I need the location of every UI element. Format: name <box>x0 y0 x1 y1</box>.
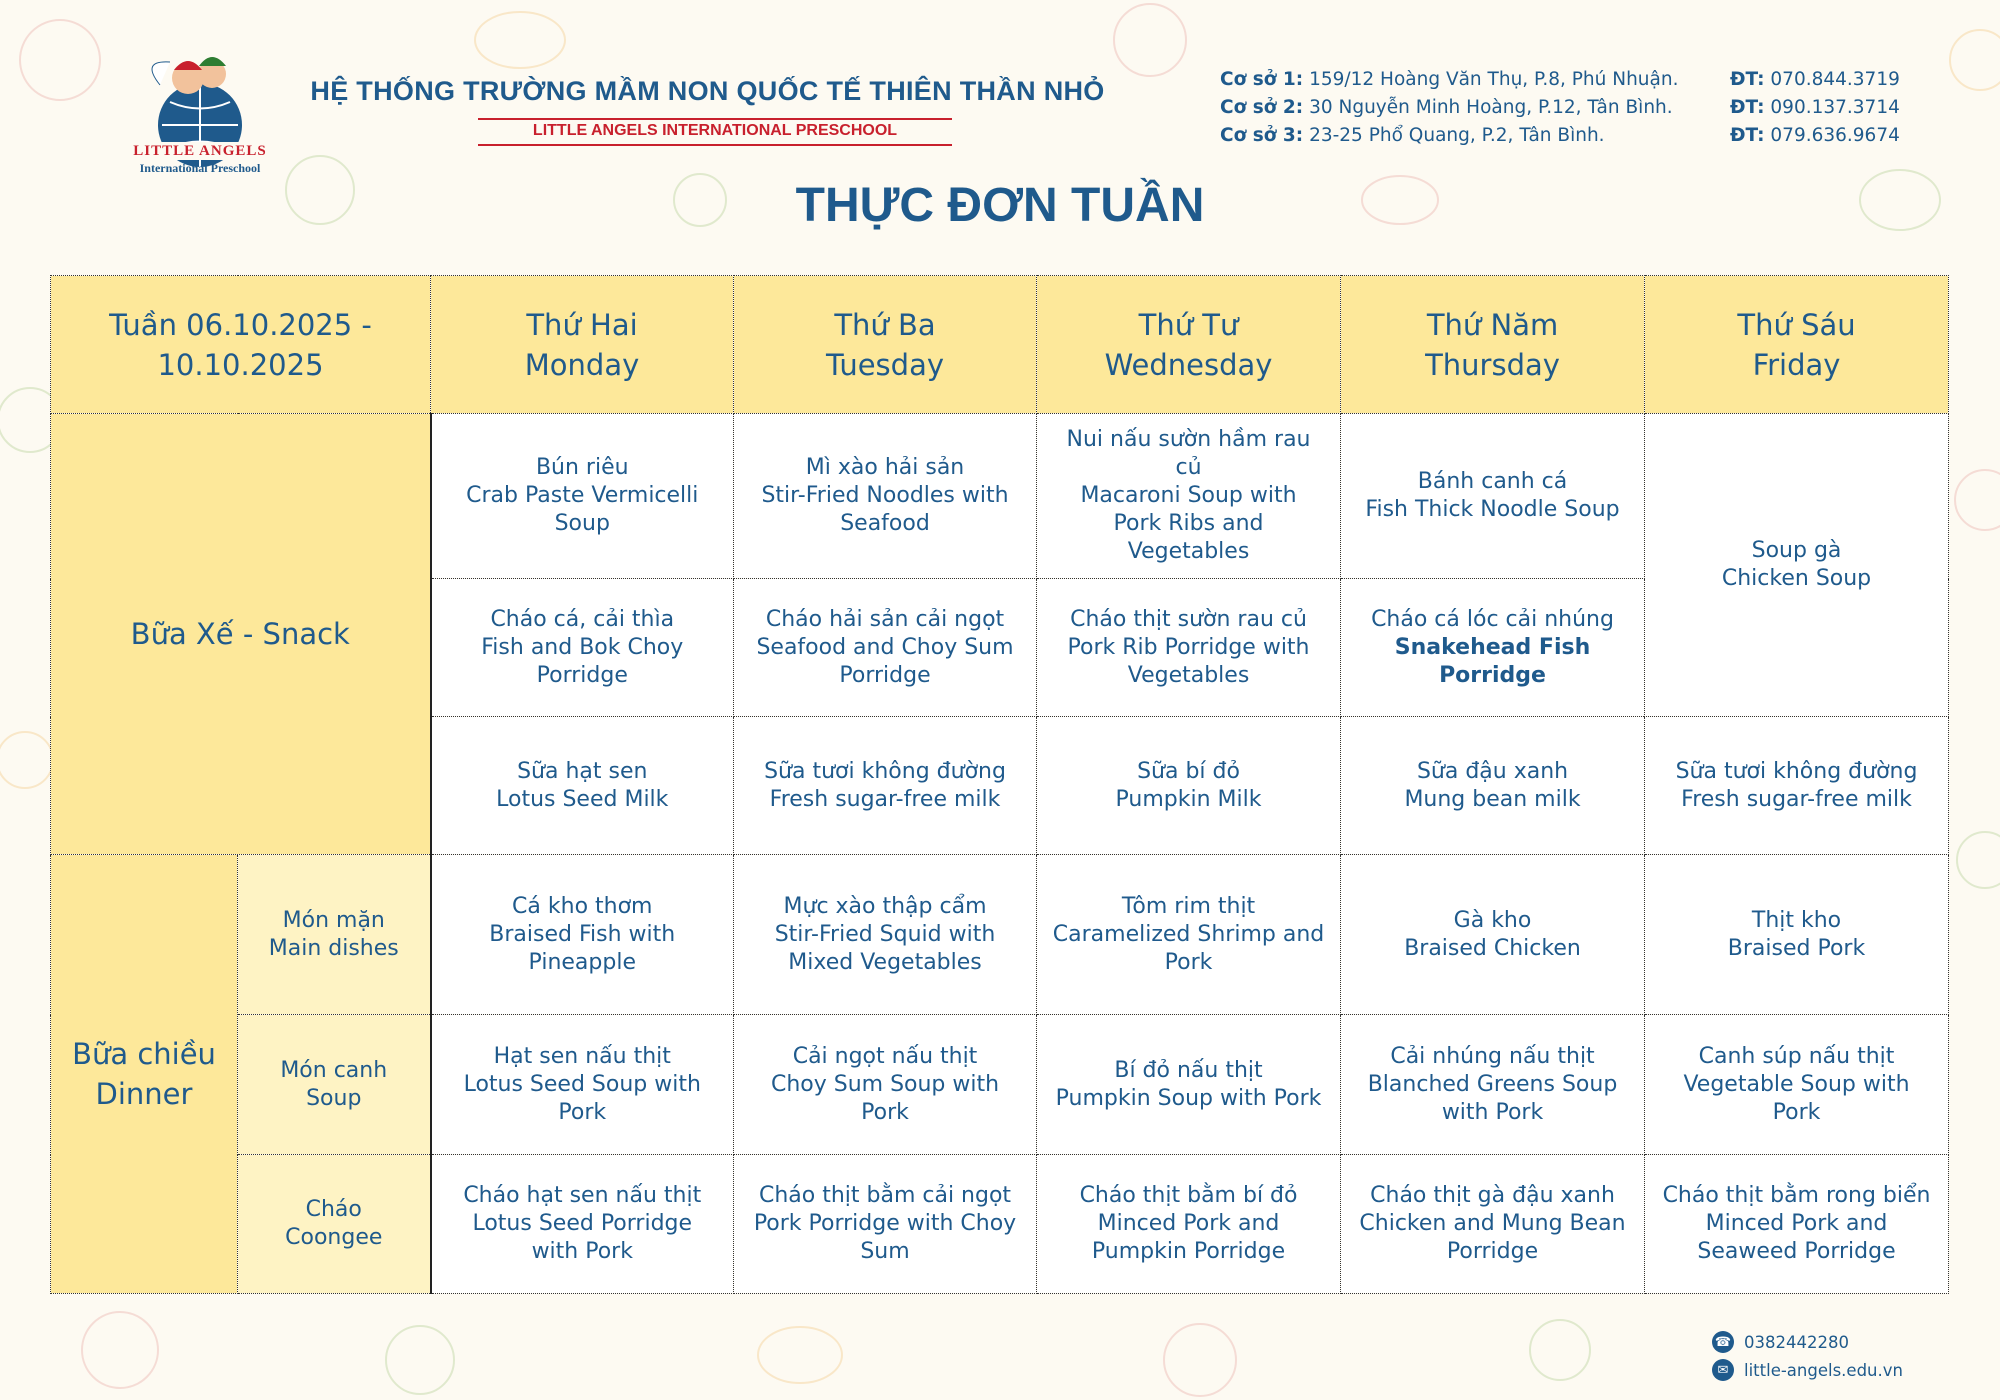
menu-cell: Cháo thịt bằm cải ngọt Pork Porridge with Choy Sum <box>734 1155 1037 1294</box>
divider <box>478 118 952 120</box>
day-header-tuesday: Thứ Ba Tuesday <box>734 276 1037 414</box>
dinner-label: Bữa chiều Dinner <box>51 855 238 1294</box>
divider <box>478 144 952 146</box>
school-subtitle: LITTLE ANGELS INTERNATIONAL PRESCHOOL <box>532 122 898 139</box>
menu-cell: Cháo cá, cải thìa Fish and Bok Choy Porridge <box>431 579 734 717</box>
menu-cell: Canh súp nấu thịt Vegetable Soup with Pork <box>1645 1015 1949 1155</box>
sub-label-congee: Cháo Coongee <box>238 1155 431 1294</box>
menu-cell: Sữa tươi không đường Fresh sugar-free milk <box>1645 717 1949 855</box>
menu-cell: Cháo thịt gà đậu xanh Chicken and Mung Bean Porridge <box>1341 1155 1645 1294</box>
menu-cell: Bánh canh cá Fish Thick Noodle Soup <box>1341 414 1645 579</box>
menu-cell: Cháo hải sản cải ngọt Seafood and Choy Sum Porridge <box>734 579 1037 717</box>
day-header-friday: Thứ Sáu Friday <box>1645 276 1949 414</box>
menu-cell: Sữa tươi không đường Fresh sugar-free milk <box>734 717 1037 855</box>
menu-cell: Hạt sen nấu thịt Lotus Seed Soup with Pork <box>431 1015 734 1155</box>
svg-text:International Preschool: International Preschool <box>139 161 261 175</box>
contact-info <box>1712 1328 1903 1384</box>
svg-text:LITTLE ANGELS: LITTLE ANGELS <box>133 143 267 159</box>
menu-cell: Cải ngọt nấu thịt Choy Sum Soup with Pork <box>734 1015 1037 1155</box>
website-link[interactable]: little-angels.edu.vn <box>1744 1360 1903 1380</box>
weekly-menu-table <box>50 275 1949 1294</box>
menu-cell: Soup gà Chicken Soup <box>1645 414 1949 717</box>
menu-cell: Cải nhúng nấu thịt Blanched Greens Soup with Pork <box>1341 1015 1645 1155</box>
campus-list <box>1220 66 1900 150</box>
day-header-thursday: Thứ Năm Thursday <box>1341 276 1645 414</box>
day-header-wednesday: Thứ Tư Wednesday <box>1037 276 1341 414</box>
menu-cell: Nui nấu sườn hầm rau củ Macaroni Soup with Pork Ribs and Vegetables <box>1037 414 1341 579</box>
menu-cell: Cháo thịt bằm bí đỏ Minced Pork and Pumpkin Porridge <box>1037 1155 1341 1294</box>
week-range: Tuần 06.10.2025 - 10.10.2025 <box>51 276 431 414</box>
menu-cell: Tôm rim thịt Caramelized Shrimp and Pork <box>1037 855 1341 1015</box>
menu-cell: Cháo hạt sen nấu thịt Lotus Seed Porridge with Pork <box>431 1155 734 1294</box>
mail-icon: ✉ <box>1712 1359 1734 1381</box>
phone-line[interactable] <box>1712 1328 1903 1356</box>
menu-cell: Gà kho Braised Chicken <box>1341 855 1645 1015</box>
menu-cell: Cháo thịt bằm rong biển Minced Pork and Seaweed Porridge <box>1645 1155 1949 1294</box>
snack-row-1 <box>51 414 1949 579</box>
sub-label-soup: Món canh Soup <box>238 1015 431 1155</box>
campus-row: Cơ sở 2: 30 Nguyễn Minh Hoàng, P.12, Tân Bình. ĐT: 090.137.3714 <box>1220 97 1900 118</box>
day-header-monday: Thứ Hai Monday <box>431 276 734 414</box>
menu-cell: Bún riêu Crab Paste Vermicelli Soup <box>431 414 734 579</box>
page-title: THỰC ĐƠN TUẦN <box>795 179 1205 232</box>
menu-cell: Mì xào hải sản Stir-Fried Noodles with Seafood <box>734 414 1037 579</box>
day-header-row <box>51 276 1949 414</box>
menu-cell: Mực xào thập cẩm Stir-Fried Squid with Mixed Vegetables <box>734 855 1037 1015</box>
dinner-congee-row <box>51 1155 1949 1294</box>
dinner-soup-row <box>51 1015 1949 1155</box>
phone-icon: ☎ <box>1712 1331 1734 1353</box>
sub-label-main: Món mặn Main dishes <box>238 855 431 1015</box>
menu-cell: Cháo cá lóc cải nhúng Snakehead Fish Porridge <box>1341 579 1645 717</box>
menu-cell: Cháo thịt sườn rau củ Pork Rib Porridge with Vegetables <box>1037 579 1341 717</box>
menu-cell: Sữa hạt sen Lotus Seed Milk <box>431 717 734 855</box>
menu-cell: Bí đỏ nấu thịt Pumpkin Soup with Pork <box>1037 1015 1341 1155</box>
website-line[interactable] <box>1712 1356 1903 1384</box>
campus-row: Cơ sở 3: 23-25 Phổ Quang, P.2, Tân Bình. ĐT: 079.636.9674 <box>1220 125 1900 146</box>
menu-cell: Cá kho thơm Braised Fish with Pineapple <box>431 855 734 1015</box>
menu-cell: Thịt kho Braised Pork <box>1645 855 1949 1015</box>
menu-cell: Sữa đậu xanh Mung bean milk <box>1341 717 1645 855</box>
little-angels-logo <box>100 30 275 180</box>
school-name: HỆ THỐNG TRƯỜNG MẦM NON QUỐC TẾ THIÊN THẦN NHỎ <box>310 76 1105 106</box>
phone-number: 0382442280 <box>1744 1332 1849 1352</box>
campus-row: Cơ sở 1: 159/12 Hoàng Văn Thụ, P.8, Phú Nhuận. ĐT: 070.844.3719 <box>1220 69 1900 90</box>
dinner-main-row <box>51 855 1949 1015</box>
menu-cell: Sữa bí đỏ Pumpkin Milk <box>1037 717 1341 855</box>
snack-label: Bữa Xế - Snack <box>51 414 431 855</box>
